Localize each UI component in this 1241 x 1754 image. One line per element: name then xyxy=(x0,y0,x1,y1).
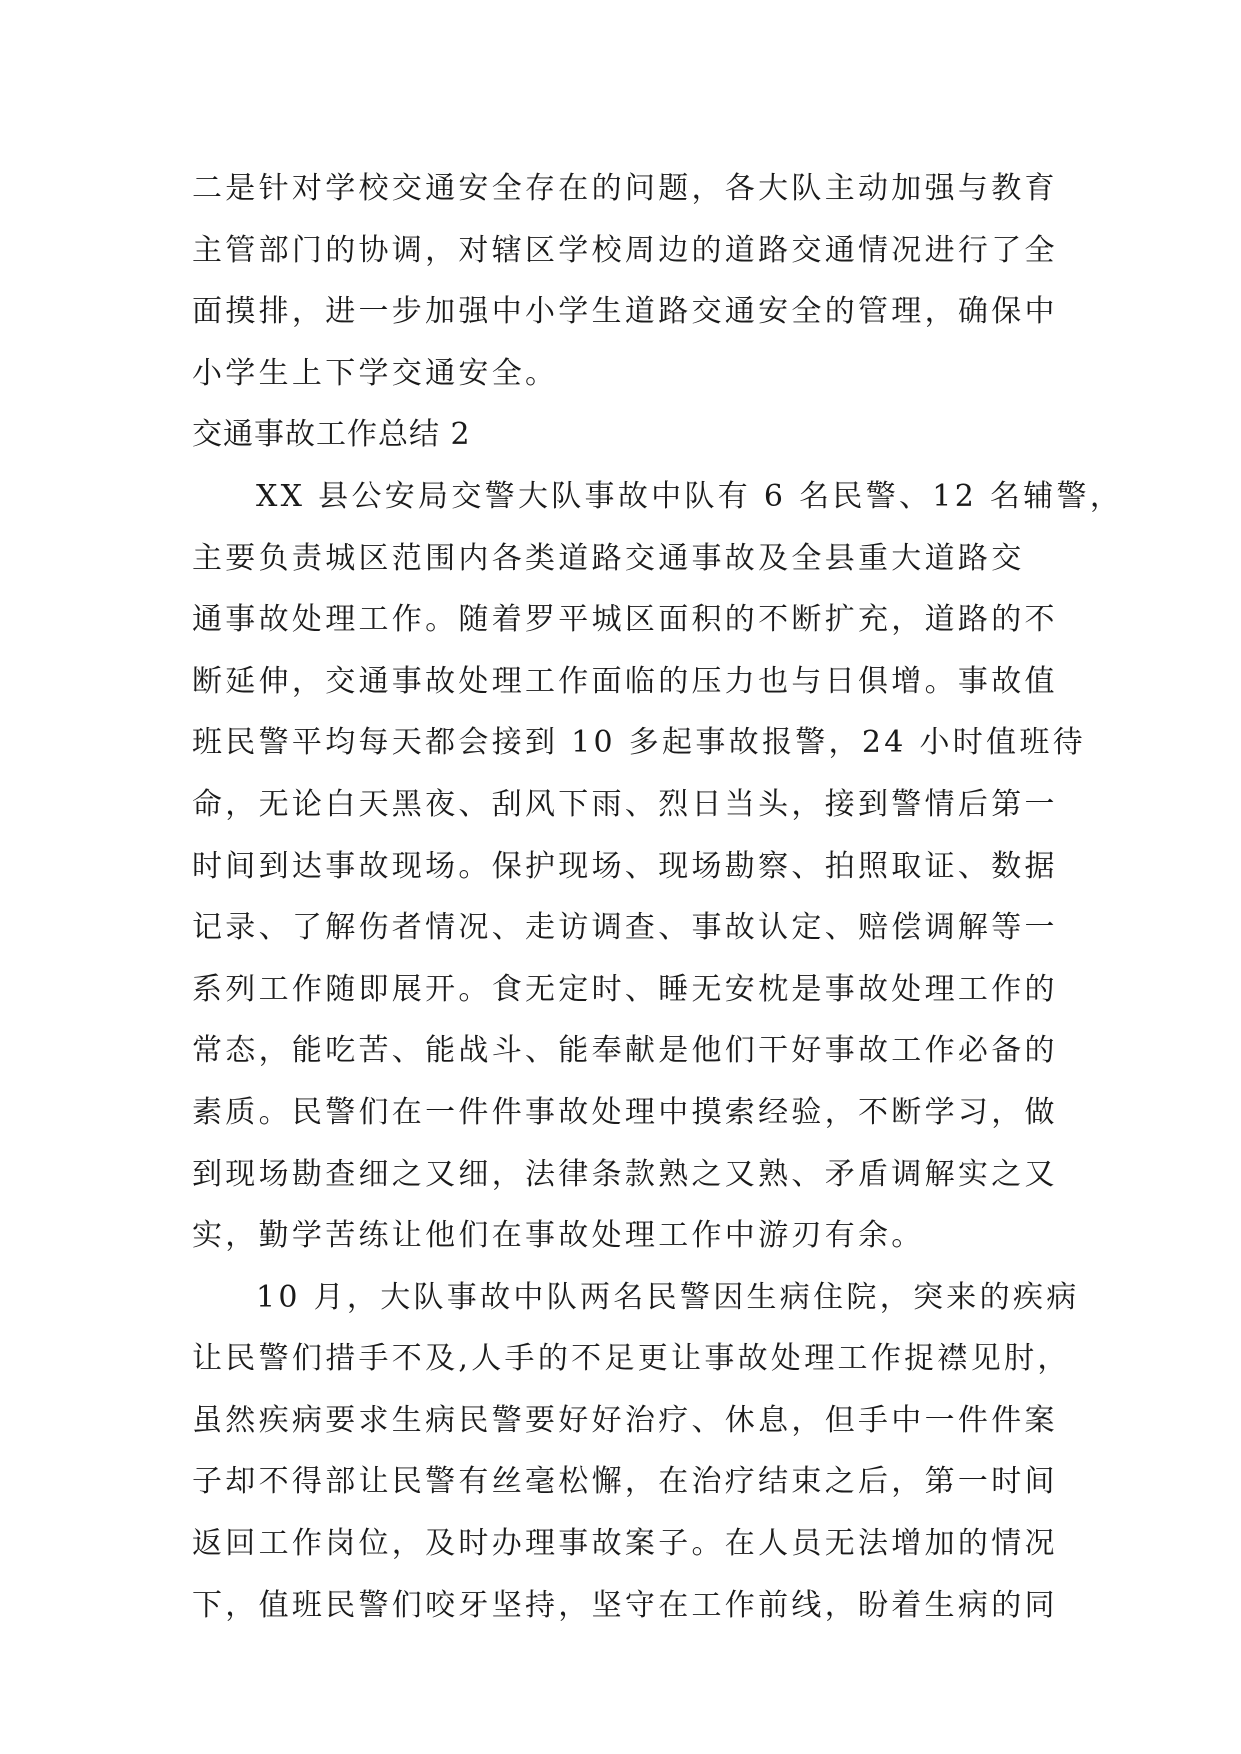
paragraph-line: 命，无论白天黑夜、刮风下雨、烈日当头，接到警情后第一 xyxy=(192,786,1058,822)
paragraph-3 xyxy=(192,1267,1080,1637)
paragraph-line: 返回工作岗位，及时办理事故案子。在人员无法增加的情况 xyxy=(192,1526,1058,1562)
paragraph-line: 通事故处理工作。随着罗平城区面积的不断扩充，道路的不 xyxy=(192,602,1058,638)
paragraph-line: 让民警们措手不及,人手的不足更让事故处理工作捉襟见肘， xyxy=(192,1341,1071,1377)
paragraph-line: XX 县公安局交警大队事故中队有 6 名民警、12 名辅警， xyxy=(256,478,1124,514)
paragraph-line: 子却不得部让民警有丝毫松懈，在治疗结束之后，第一时间 xyxy=(192,1464,1058,1500)
paragraph-line: 班民警平均每天都会接到 10 多起事故报警，24 小时值班待 xyxy=(192,725,1086,761)
paragraph-line: 主管部门的协调，对辖区学校周边的道路交通情况进行了全 xyxy=(192,232,1058,268)
paragraph-2 xyxy=(192,466,1124,1267)
paragraph-line: 二是针对学校交通安全存在的问题，各大队主动加强与教育 xyxy=(192,171,1058,206)
paragraph-line: 主要负责城区范围内各类道路交通事故及全县重大道路交 xyxy=(192,540,1025,576)
document-body xyxy=(192,158,1124,1636)
section-title: 交通事故工作总结 2 xyxy=(192,417,471,453)
paragraph-line: 小学生上下学交通安全。 xyxy=(192,355,559,391)
paragraph-line: 常态，能吃苦、能战斗、能奉献是他们干好事故工作必备的 xyxy=(192,1033,1058,1069)
paragraph-line: 到现场勘查细之又细，法律条款熟之又熟、矛盾调解实之又 xyxy=(192,1156,1058,1192)
paragraph-line: 记录、了解伤者情况、走访调查、事故认定、赔偿调解等一 xyxy=(192,910,1058,946)
paragraph-line: 断延伸，交通事故处理工作面临的压力也与日俱增。事故值 xyxy=(192,663,1058,699)
paragraph-line: 系列工作随即展开。食无定时、睡无安枕是事故处理工作的 xyxy=(192,971,1058,1007)
paragraph-1 xyxy=(192,158,1058,404)
paragraph-line: 实，勤学苦练让他们在事故处理工作中游刃有余。 xyxy=(192,1218,925,1254)
paragraph-line: 虽然疾病要求生病民警要好好治疗、休息，但手中一件件案 xyxy=(192,1402,1058,1438)
paragraph-line: 下，值班民警们咬牙坚持，坚守在工作前线，盼着生病的同 xyxy=(192,1587,1058,1623)
paragraph-line: 面摸排，进一步加强中小学生道路交通安全的管理，确保中 xyxy=(192,294,1058,330)
paragraph-line: 时间到达事故现场。保护现场、现场勘察、拍照取证、数据 xyxy=(192,848,1058,884)
paragraph-line: 10 月，大队事故中队两名民警因生病住院，突来的疾病 xyxy=(256,1279,1080,1315)
paragraph-line: 素质。民警们在一件件事故处理中摸索经验，不断学习，做 xyxy=(192,1094,1058,1130)
